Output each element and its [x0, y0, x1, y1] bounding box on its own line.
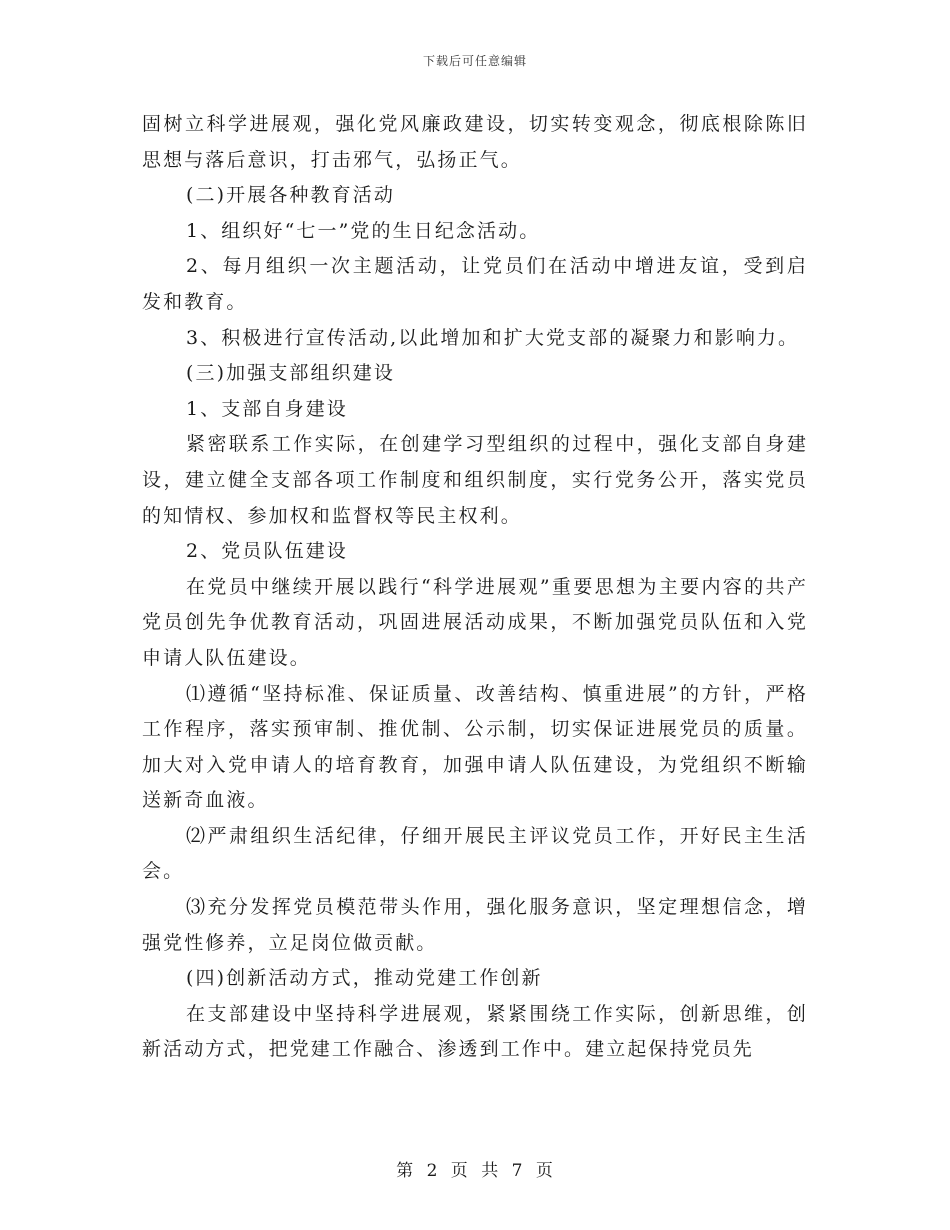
list-item: ⑵严肃组织生活纪律，仔细开展民主评议党员工作，开好民主生活会。 — [142, 824, 808, 883]
section-heading-2: (二)开展各种教育活动 — [186, 184, 395, 207]
list-item: 2、每月组织一次主题活动，让党员们在活动中增进友谊，受到启发和教育。 — [142, 255, 808, 313]
document-body — [142, 107, 808, 1068]
section-heading-3: (三)加强支部组织建设 — [186, 362, 395, 385]
subheading: 1、支部自身建设 — [186, 397, 348, 420]
subheading: 2、党员队伍建设 — [186, 540, 348, 563]
section-heading-4: (四)创新活动方式，推动党建工作创新 — [186, 967, 543, 990]
page-number: 第 2 页 共 7 页 — [396, 1161, 554, 1181]
paragraph: 在党员中继续开展以践行“科学进展观”重要思想为主要内容的共产党员创先争优教育活动，巩固进展活动成果，不断加强党员队伍和入党申请人队伍建设。 — [142, 575, 808, 669]
paragraph: 紧密联系工作实际，在创建学习型组织的过程中，强化支部自身建设，建立健全支部各项工作制度和组织制度，实行党务公开，落实党员的知情权、参加权和监督权等民主权利。 — [142, 433, 808, 527]
paragraph: 在支部建设中坚持科学进展观，紧紧围绕工作实际，创新思维，创新活动方式，把党建工作融合、渗透到工作中。建立起保持党员先 — [142, 1002, 808, 1061]
page-header: 下载后可任意编辑 — [422, 54, 527, 68]
list-item: 3、积极进行宣传活动,以此增加和扩大党支部的凝聚力和影响力。 — [186, 326, 800, 349]
paragraph-1: 固树立科学进展观，强化党风廉政建设，切实转变观念，彻底根除陈旧思想与落后意识，打击邪气，弘扬正气。 — [142, 113, 808, 171]
list-item: ⑴遵循“坚持标准、保证质量、改善结构、慎重进展”的方针，严格工作程序，落实预审制、推优制、公示制，切实保证进展党员的质量。加大对入党申请人的培育教育，加强申请人队伍建设，为党组织不断输送新奇血液。 — [142, 682, 808, 812]
list-item: ⑶充分发挥党员模范带头作用，强化服务意识，坚定理想信念，增强党性修养，立足岗位做贡献。 — [142, 896, 808, 954]
list-item: 1、组织好“七一”党的生日纪念活动。 — [186, 219, 541, 242]
